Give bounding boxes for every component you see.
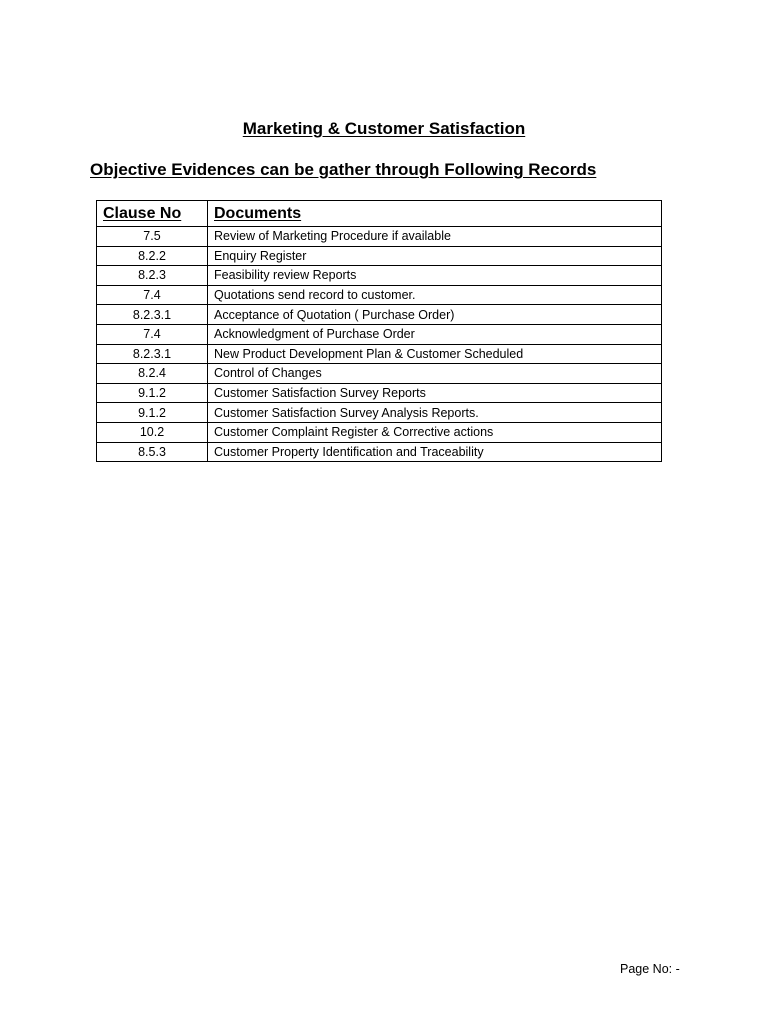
document-cell: Feasibility review Reports	[208, 266, 662, 286]
clause-cell: 8.2.3.1	[97, 305, 208, 325]
page-title	[0, 118, 768, 140]
section-subtitle-text: Objective Evidences can be gather through Following Records	[90, 160, 597, 179]
table-row	[97, 285, 662, 305]
table-row	[97, 442, 662, 462]
records-table	[96, 200, 662, 462]
page-title-text: Marketing & Customer Satisfaction	[242, 119, 526, 138]
table-row	[97, 383, 662, 403]
clause-cell: 7.4	[97, 285, 208, 305]
clause-cell: 8.2.4	[97, 364, 208, 384]
document-cell: Customer Complaint Register & Corrective actions	[208, 422, 662, 442]
document-cell: Customer Property Identification and Traceability	[208, 442, 662, 462]
document-cell: Customer Satisfaction Survey Analysis Reports.	[208, 403, 662, 423]
clause-cell: 8.5.3	[97, 442, 208, 462]
table-row	[97, 364, 662, 384]
table-row	[97, 403, 662, 423]
document-cell: New Product Development Plan & Customer Scheduled	[208, 344, 662, 364]
document-cell: Acceptance of Quotation ( Purchase Order)	[208, 305, 662, 325]
table-row	[97, 305, 662, 325]
table-row	[97, 324, 662, 344]
clause-cell: 7.5	[97, 227, 208, 247]
clause-cell: 7.4	[97, 324, 208, 344]
table-row	[97, 266, 662, 286]
page-number: Page No: -	[620, 962, 680, 976]
clause-cell: 9.1.2	[97, 383, 208, 403]
table-row	[97, 344, 662, 364]
clause-cell: 10.2	[97, 422, 208, 442]
clause-cell: 8.2.3.1	[97, 344, 208, 364]
table-row	[97, 227, 662, 247]
document-cell: Acknowledgment of Purchase Order	[208, 324, 662, 344]
column-header-clause: Clause No	[97, 201, 208, 227]
clause-cell: 8.2.2	[97, 246, 208, 266]
table-row	[97, 422, 662, 442]
clause-cell: 9.1.2	[97, 403, 208, 423]
document-cell: Control of Changes	[208, 364, 662, 384]
section-subtitle	[90, 159, 596, 181]
column-header-documents: Documents	[208, 201, 662, 227]
table-body	[97, 227, 662, 462]
clause-cell: 8.2.3	[97, 266, 208, 286]
document-cell: Enquiry Register	[208, 246, 662, 266]
document-cell: Quotations send record to customer.	[208, 285, 662, 305]
document-cell: Review of Marketing Procedure if available	[208, 227, 662, 247]
table-row	[97, 246, 662, 266]
document-cell: Customer Satisfaction Survey Reports	[208, 383, 662, 403]
table-header-row	[97, 201, 662, 227]
